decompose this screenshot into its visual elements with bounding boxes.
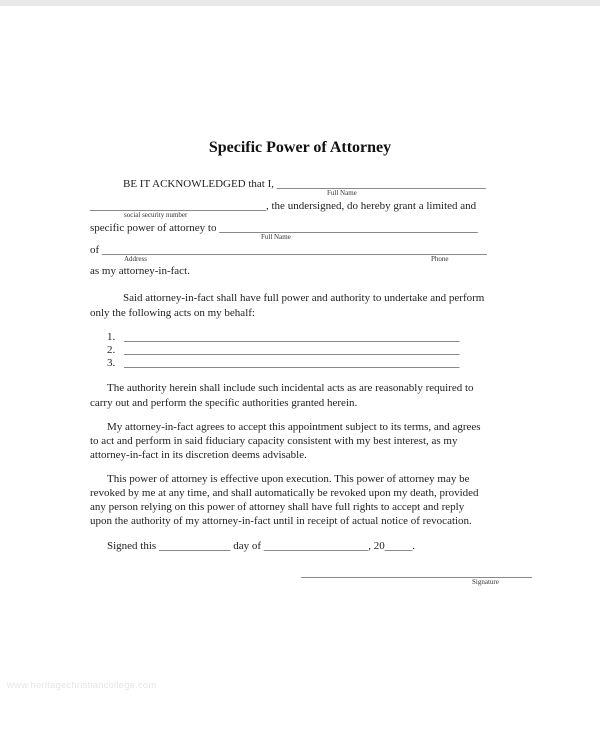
signature-line: __________________________________________ <box>301 567 532 579</box>
acts-para-line-1: Said attorney-in-fact shall have full power and authority to undertake and perform <box>123 292 485 304</box>
document-title: Specific Power of Attorney <box>208 139 392 156</box>
act-blank-1: _____________________________________________________________ <box>124 331 460 343</box>
full-name-caption: Full Name <box>327 189 357 197</box>
authority-para-line-1: The authority herein shall include such incidental acts as are reasonably required to <box>107 382 474 394</box>
intro-line-5: as my attorney-in-fact. <box>90 265 190 277</box>
intro-line-4: of ______________________________________________________________________ <box>90 244 487 256</box>
act-number-2: 2. <box>107 344 116 356</box>
signed-date-line: Signed this _____________ day of ___________________, 20_____. <box>107 540 415 552</box>
signature-caption: Signature <box>472 578 499 586</box>
intro-line-2: ________________________________, the undersigned, do hereby grant a limited and <box>90 200 477 212</box>
intro-line-3: specific power of attorney to _______________________________________________ <box>90 222 478 234</box>
act-blank-2: _____________________________________________________________ <box>124 344 460 356</box>
agrees-para-line-2: to act and perform in said fiduciary capacity consistent with my best interest, as my <box>90 435 458 447</box>
phone-caption: Phone <box>431 255 449 263</box>
agrees-para-line-3: attorney-in-fact in its discretion deems advisable. <box>90 449 307 461</box>
acts-para-line-2: only the following acts on my behalf: <box>90 307 255 319</box>
watermark: www.heritagechristiancollege.com <box>7 680 157 691</box>
full-name-caption-2: Full Name <box>261 233 291 241</box>
authority-para-line-2: carry out and perform the specific authorities granted herein. <box>90 397 358 409</box>
agrees-para-line-1: My attorney-in-fact agrees to accept this appointment subject to its terms, and agrees <box>107 421 481 433</box>
effective-para-line-3: any person relying on this power of attorney shall have full rights to accept and reply <box>90 501 465 513</box>
effective-para-line-1: This power of attorney is effective upon execution. This power of attorney may be <box>107 473 470 485</box>
intro-line-1: BE IT ACKNOWLEDGED that I, ______________________________________ <box>123 178 486 190</box>
act-number-3: 3. <box>107 357 116 369</box>
act-blank-3: _____________________________________________________________ <box>124 357 460 369</box>
page-top-border <box>0 0 600 6</box>
effective-para-line-2: revoked by me at any time, and shall automatically be revoked upon my death, provided <box>90 487 479 499</box>
ssn-caption: social security number <box>124 211 188 219</box>
effective-para-line-4: upon the authority of my attorney-in-fact until in receipt of actual notice of revocation. <box>90 515 472 527</box>
address-caption: Address <box>124 255 147 263</box>
act-number-1: 1. <box>107 331 116 343</box>
